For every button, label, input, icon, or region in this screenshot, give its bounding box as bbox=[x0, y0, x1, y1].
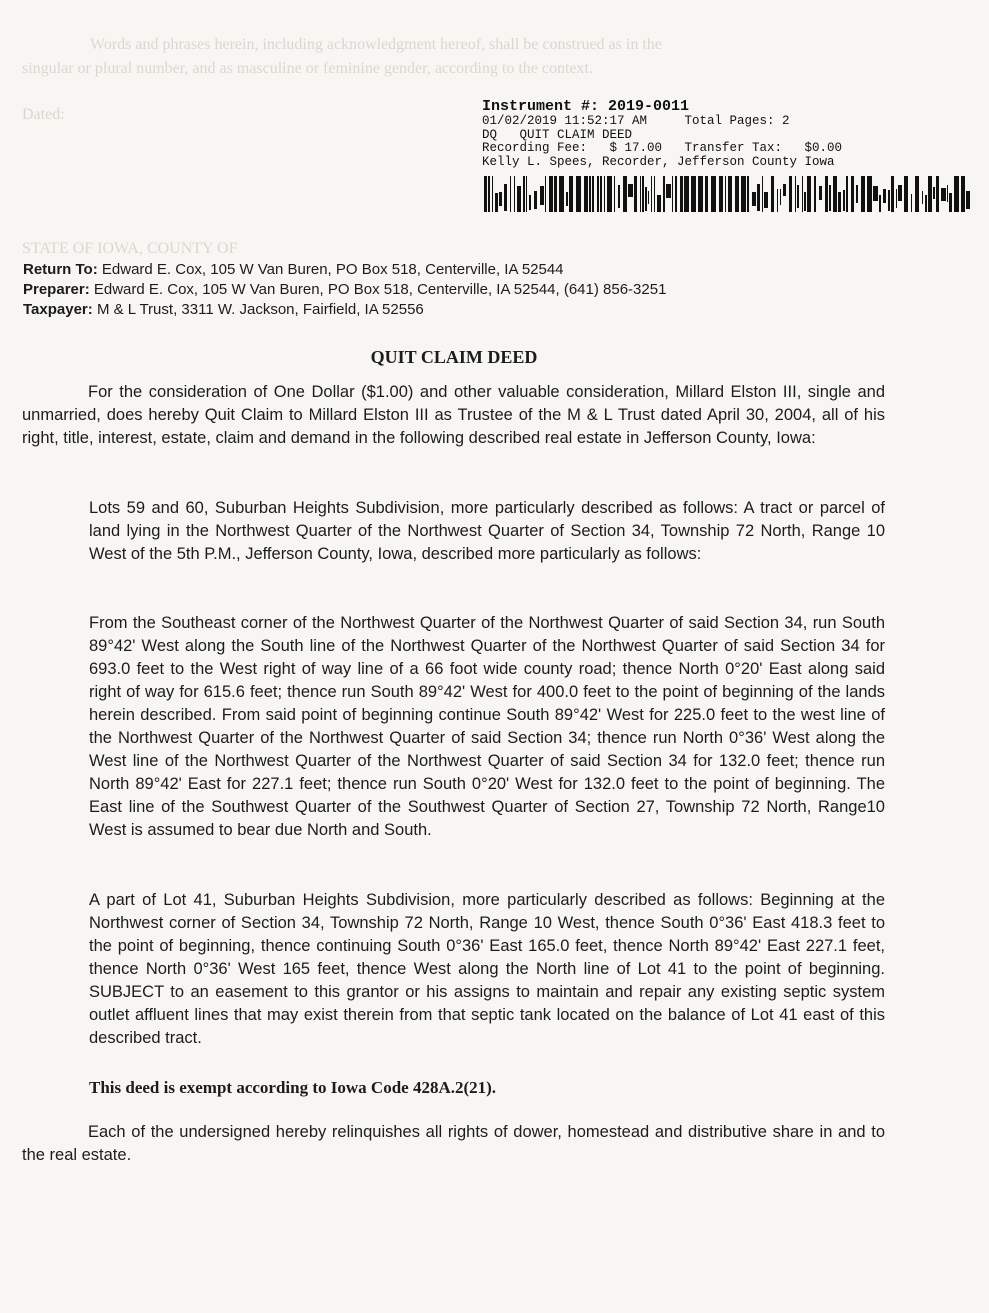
exempt-statement: This deed is exempt according to Iowa Code 428A.2(21). bbox=[89, 1078, 497, 1097]
preparer-label: Preparer: bbox=[23, 281, 90, 298]
relinquish-paragraph: Each of the undersigned hereby relinquishes all rights of dower, homestead and distributive share in and to the real estate. bbox=[22, 1123, 885, 1164]
lots-paragraph: Lots 59 and 60, Suburban Heights Subdivision, more particularly described as follows: A tract or parcel of land lying in the Northwest Quarter of the Northwest Quarter of Section 34, Township 72 North, Range 10 West of the 5th P.M., Jefferson County, Iowa, described more particularly as follows: bbox=[89, 499, 885, 563]
bleed-line-2: singular or plural number, and as masculine or feminine gender, according to the context. bbox=[22, 60, 593, 77]
taxpayer-value: M & L Trust, 3311 W. Jackson, Fairfield, IA 52556 bbox=[96, 301, 424, 318]
recorder-name: Kelly L. Spees, Recorder, Jefferson County Iowa bbox=[482, 154, 835, 169]
legal-description-paragraph: From the Southeast corner of the Northwest Quarter of the Northwest Quarter of said Section 34, run South 89°42' West along the South line of the Northwest Quarter of the Northwest Quarter of said Section 34 for 693.0 feet to the West right of way line of a 66 foot wide county road; thence North 0°20' East along said right of way for 615.6 feet; thence run South 89°42' West for 400.0 feet to the point of beginning of the lands herein described. From said point of beginning continue South 89°42' West for 225.0 feet to the west line of the Northwest Quarter of the Northwest Quarter of said Section 34; thence run North 0°36' West along the West line of the Northwest Quarter of the Northwest Quarter of said Section 34 for 132.0 feet; thence run North 89°42' East for 227.1 feet; thence run South 0°20' West for 132.0 feet to the point of beginning. The East line of the Southwest Quarter of the Southwest Quarter of Section 27, Township 72 North, Range10 West is assumed to bear due North and South. bbox=[89, 614, 885, 839]
recording-datetime: 01/02/2019 11:52:17 AM Total Pages: 2 bbox=[482, 114, 790, 128]
recording-fees: Recording Fee: $ 17.00 Transfer Tax: $0.00 bbox=[482, 141, 843, 155]
bleed-line-1: Words and phrases herein, including acknowledgment hereof, shall be construed as in the bbox=[90, 36, 662, 53]
taxpayer-line bbox=[23, 300, 923, 320]
recording-stamp bbox=[482, 98, 962, 169]
document-type: DQ QUIT CLAIM DEED bbox=[482, 127, 633, 142]
bleed-dated: Dated: bbox=[22, 106, 65, 123]
preparer-line bbox=[23, 280, 923, 300]
consideration-paragraph: For the consideration of One Dollar ($1.00) and other valuable consideration, Millard Elston III, single and unmarried, does hereby Quit Claim to Millard Elston III as Trustee of the M & L Trust dated April 30, 2004, all of his right, title, interest, estate, claim and demand in the following described real estate in Jefferson County, Iowa: bbox=[22, 383, 885, 447]
taxpayer-label: Taxpayer: bbox=[23, 301, 93, 318]
instrument-number: Instrument #: 2019-0011 bbox=[482, 98, 690, 115]
bleed-state: STATE OF IOWA, COUNTY OF bbox=[22, 240, 238, 257]
lot-41-paragraph: A part of Lot 41, Suburban Heights Subdivision, more particularly described as follows: Beginning at the Northwest corner of Section 34, Township 72 North, Range 10 West, thence South 0°36' East 418.3 feet to the point of beginning, thence continuing South 0°36' East 165.0 feet, thence North 89°42' East 227.1 feet, thence North 0°36' West 165 feet, thence West along the North line of Lot 41 to the point of beginning. SUBJECT to an easement to this grantor or his assigns to maintain and repair any existing septic system outlet affluent lines that may exist therein from that septic tank located on the balance of Lot 41 east of this described tract. bbox=[89, 891, 885, 1047]
return-to-label: Return To: bbox=[23, 261, 98, 278]
header-block bbox=[23, 260, 923, 320]
return-to-line bbox=[23, 260, 923, 280]
preparer-value: Edward E. Cox, 105 W Van Buren, PO Box 518, Centerville, IA 52544, (641) 856-3251 bbox=[93, 281, 667, 298]
document-title: QUIT CLAIM DEED bbox=[370, 347, 538, 367]
barcode-graphic bbox=[484, 176, 974, 212]
return-to-value: Edward E. Cox, 105 W Van Buren, PO Box 518, Centerville, IA 52544 bbox=[101, 261, 564, 278]
